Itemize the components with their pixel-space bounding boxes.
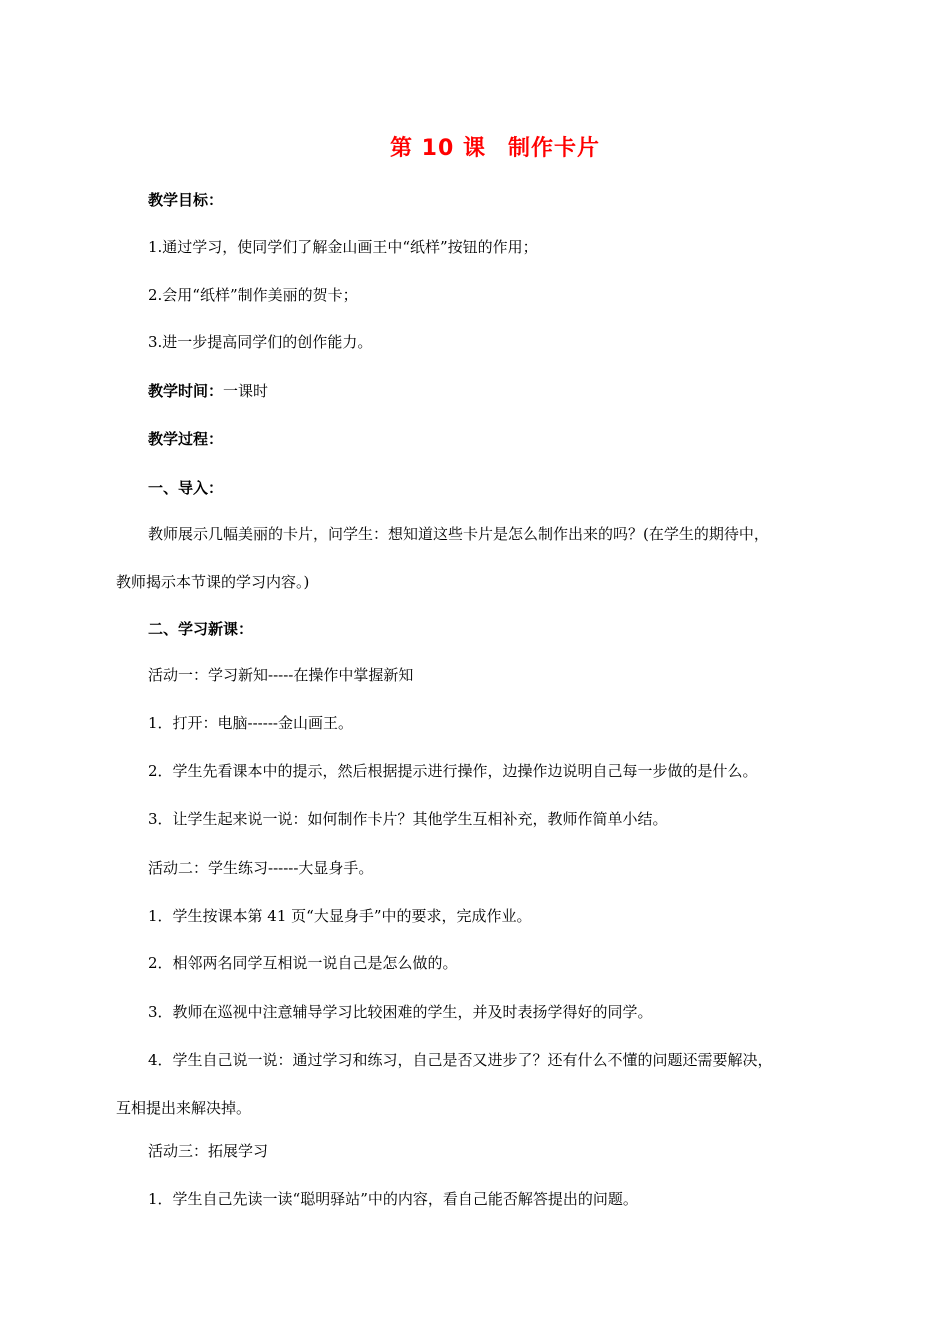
- objectives-heading: 教学目标：: [148, 191, 224, 209]
- lesson-name: 制作卡片: [507, 136, 600, 161]
- activity1-step-1: 1．打开：电脑------金山画王。: [148, 714, 353, 732]
- activity2-step-4-line-2: 互相提出来解决掉。: [116, 1099, 252, 1117]
- activity3-title: 活动三：拓展学习: [148, 1142, 269, 1160]
- lesson-title: [0, 133, 950, 165]
- teaching-time-label: 教学时间：: [148, 382, 224, 400]
- section1-heading: 一、导入：: [148, 479, 224, 497]
- activity2-step-1: 1．学生按课本第 41 页“大显身手”中的要求，完成作业。: [148, 907, 532, 925]
- intro-paragraph-line-1: 教师展示几幅美丽的卡片，问学生：想知道这些卡片是怎么制作出来的吗？(在学生的期待中，: [148, 525, 769, 543]
- activity2-step-4-line-1: 4．学生自己说一说：通过学习和练习，自己是否又进步了？还有什么不懂的问题还需要解决，: [148, 1051, 773, 1069]
- process-heading: 教学过程：: [148, 430, 224, 448]
- lesson-number: 第 10 课: [390, 136, 486, 161]
- intro-paragraph: [116, 523, 836, 593]
- activity1-step-3: 3．让学生起来说一说：如何制作卡片？其他学生互相补充，教师作简单小结。: [148, 810, 668, 828]
- activity1-title: 活动一：学习新知-----在操作中掌握新知: [148, 666, 414, 684]
- activity2-step-3: 3．教师在巡视中注意辅导学习比较困难的学生，并及时表扬学得好的同学。: [148, 1003, 653, 1021]
- teaching-time: [148, 380, 268, 402]
- activity2-step-2: 2．相邻两名同学互相说一说自己是怎么做的。: [148, 954, 458, 972]
- intro-paragraph-line-2: 教师揭示本节课的学习内容。): [116, 573, 310, 591]
- activity1-step-2: 2．学生先看课本中的提示，然后根据提示进行操作，边操作边说明自己每一步做的是什么。: [148, 762, 758, 780]
- activity3-step-1: 1．学生自己先读一读“聪明驿站”中的内容，看自己能否解答提出的问题。: [148, 1190, 638, 1208]
- objective-item-3: 3.进一步提高同学们的创作能力。: [148, 333, 373, 351]
- activity2-title: 活动二：学生练习------大显身手。: [148, 859, 374, 877]
- teaching-time-value: 一课时: [223, 382, 269, 400]
- objective-item-1: 1.通过学习，使同学们了解金山画王中“纸样”按钮的作用；: [148, 238, 538, 256]
- section2-heading: 二、学习新课：: [148, 620, 254, 638]
- activity2-step-4: [116, 1049, 836, 1119]
- objective-item-2: 2.会用“纸样”制作美丽的贺卡；: [148, 286, 358, 304]
